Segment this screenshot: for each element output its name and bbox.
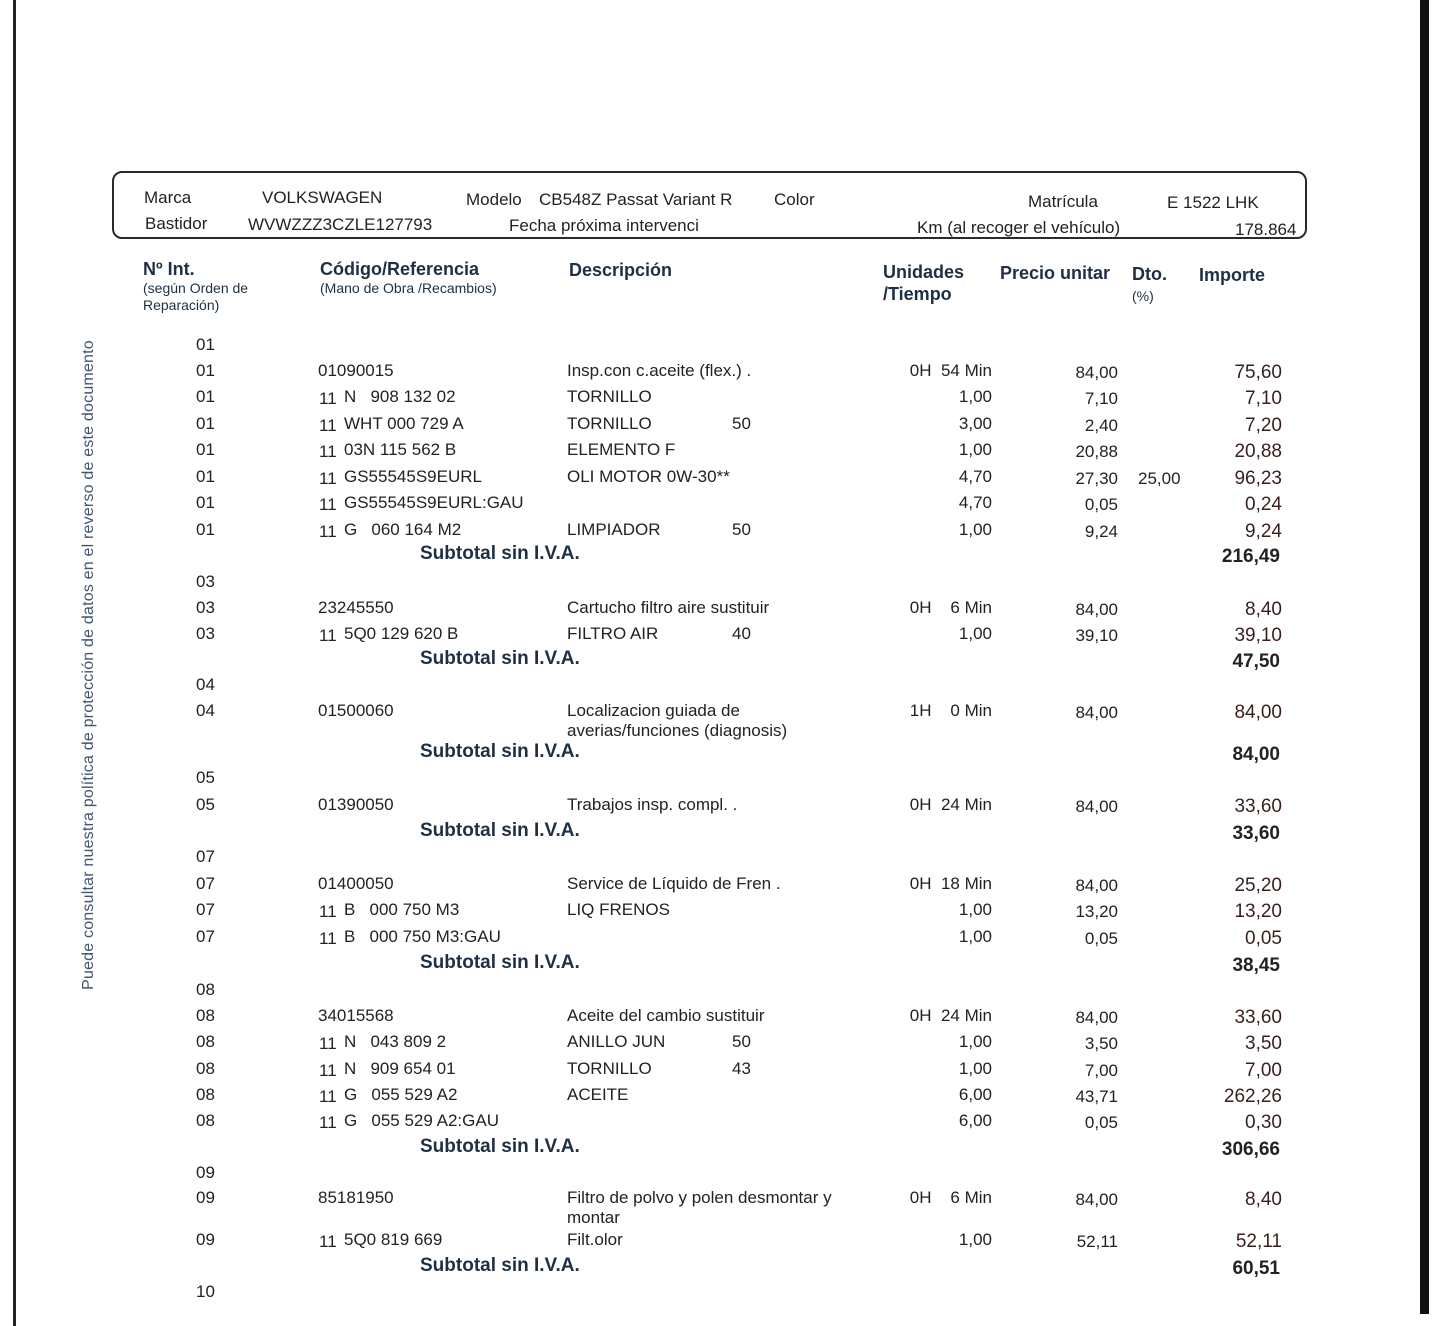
line-units: 1,00 <box>958 387 992 406</box>
line-code: G 060 164 M2 <box>344 520 462 539</box>
header-codigo: Código/Referencia (Mano de Obra /Recambios) <box>320 259 497 296</box>
code-prefix: 11 <box>319 929 337 948</box>
line-units: 1,00 <box>958 1059 992 1078</box>
line-importe: 0,30 <box>1245 1112 1282 1133</box>
line-importe: 96,23 <box>1234 468 1282 489</box>
line-description: LIMPIADOR <box>567 520 661 539</box>
line-description: Insp.con c.aceite (flex.) . <box>567 361 752 380</box>
subtotal-value: 306,66 <box>1221 1139 1280 1160</box>
code-prefix: 11 <box>319 416 337 435</box>
line-price: 27,30 <box>1075 469 1118 488</box>
line-price: 84,00 <box>1075 1008 1118 1027</box>
line-description: ELEMENTO F <box>567 440 676 459</box>
line-extra-qty: 50 <box>732 1032 751 1051</box>
matricula-label: Matrícula <box>1028 192 1098 211</box>
line-importe: 39,10 <box>1234 625 1282 646</box>
line-units: 6,00 <box>958 1085 992 1104</box>
line-code: 23245550 <box>318 598 394 617</box>
line-price: 20,88 <box>1075 442 1118 461</box>
marca-value: VOLKSWAGEN <box>262 188 383 207</box>
group-number: 04 <box>196 675 215 694</box>
line-importe: 7,10 <box>1245 388 1282 409</box>
marca-label: Marca <box>144 188 192 207</box>
line-importe: 33,60 <box>1234 1007 1282 1028</box>
group-number: 10 <box>196 1282 215 1301</box>
line-price: 84,00 <box>1075 600 1118 619</box>
line-units: 1,00 <box>958 624 992 643</box>
line-units: 1,00 <box>958 900 992 919</box>
line-price: 84,00 <box>1075 797 1118 816</box>
line-price: 7,00 <box>1084 1061 1118 1080</box>
line-units: 0H 54 Min <box>909 361 992 380</box>
line-units: 1,00 <box>958 927 992 946</box>
privacy-side-note: Puede consultar nuestra política de protección de datos en el reverso de este documento <box>80 340 97 990</box>
bastidor-value: WVWZZZ3CZLE127793 <box>248 215 433 234</box>
group-number: 05 <box>196 768 215 787</box>
line-number: 04 <box>196 701 215 720</box>
header-descripcion: Descripción <box>569 260 673 280</box>
line-code: 5Q0 129 620 B <box>344 624 459 643</box>
line-code: N 043 809 2 <box>344 1032 447 1051</box>
line-discount: 25,00 <box>1138 469 1181 488</box>
line-importe: 84,00 <box>1234 702 1282 723</box>
code-prefix: 11 <box>319 1087 337 1106</box>
line-price: 39,10 <box>1075 626 1118 645</box>
line-extra-qty: 50 <box>732 520 751 539</box>
scan-edge-right <box>1420 0 1429 1314</box>
line-number: 08 <box>196 1111 215 1130</box>
km-value: 178.864 <box>1235 220 1297 239</box>
subtotal-value: 216,49 <box>1221 546 1280 567</box>
line-code: 03N 115 562 B <box>344 440 457 459</box>
line-units: 4,70 <box>958 467 992 486</box>
line-description: Filt.olor <box>567 1230 623 1249</box>
line-number: 01 <box>196 520 215 539</box>
header-precio: Precio unitar <box>1000 263 1111 283</box>
group-number: 03 <box>196 572 215 591</box>
line-importe: 7,20 <box>1245 415 1282 436</box>
line-extra-qty: 40 <box>732 624 751 643</box>
color-label: Color <box>774 190 815 209</box>
code-prefix: 11 <box>319 1232 337 1251</box>
line-description: ANILLO JUN <box>567 1032 666 1051</box>
line-description: OLI MOTOR 0W-30** <box>567 467 730 486</box>
line-price: 52,11 <box>1076 1232 1118 1251</box>
matricula-value: E 1522 LHK <box>1167 193 1259 212</box>
line-importe: 13,20 <box>1234 901 1282 922</box>
line-extra-qty: 43 <box>732 1059 751 1078</box>
line-number: 01 <box>196 361 215 380</box>
line-code: B 000 750 M3:GAU <box>344 927 501 946</box>
code-prefix: 11 <box>319 442 337 461</box>
line-units: 1,00 <box>958 440 992 459</box>
line-code: B 000 750 M3 <box>344 900 460 919</box>
line-description: Service de Líquido de Fren . <box>567 874 781 893</box>
line-units: 0H 18 Min <box>909 874 992 893</box>
header-unidades: Unidades /Tiempo <box>883 262 965 304</box>
line-extra-qty: 50 <box>732 414 751 433</box>
line-units: 4,70 <box>958 493 992 512</box>
line-code: N 909 654 01 <box>344 1059 456 1078</box>
line-code: GS55545S9EURL <box>344 467 482 486</box>
line-units: 1H 0 Min <box>909 701 992 720</box>
line-description: LIQ FRENOS <box>567 900 670 919</box>
line-code: 01500060 <box>318 701 394 720</box>
line-number: 05 <box>196 795 215 814</box>
line-number: 09 <box>196 1230 215 1249</box>
subtotal-value: 33,60 <box>1232 823 1280 844</box>
line-description: Aceite del cambio sustituir <box>567 1006 765 1025</box>
line-price: 43,71 <box>1075 1087 1118 1106</box>
line-number: 08 <box>196 1006 215 1025</box>
code-prefix: 11 <box>319 389 337 408</box>
line-importe: 8,40 <box>1245 1189 1282 1210</box>
line-code: 5Q0 819 669 <box>344 1230 443 1249</box>
line-number: 07 <box>196 927 215 946</box>
line-description: Filtro de polvo y polen desmontar y montar <box>567 1188 832 1227</box>
code-prefix: 11 <box>319 1061 337 1080</box>
vehicle-info-box <box>112 171 1307 239</box>
subtotal-label: Subtotal sin I.V.A. <box>420 952 580 973</box>
line-importe: 0,24 <box>1245 494 1282 515</box>
subtotal-label: Subtotal sin I.V.A. <box>420 820 580 841</box>
line-number: 01 <box>196 440 215 459</box>
line-price: 0,05 <box>1084 495 1118 514</box>
line-units: 1,00 <box>958 520 992 539</box>
modelo-label: Modelo <box>466 190 522 209</box>
subtotal-label: Subtotal sin I.V.A. <box>420 648 580 669</box>
group-number: 09 <box>196 1163 215 1182</box>
group-number: 01 <box>196 335 215 354</box>
header-importe: Importe <box>1199 265 1266 285</box>
header-nint: Nº Int. (según Orden de Reparación) <box>143 259 249 313</box>
line-price: 7,10 <box>1084 389 1118 408</box>
line-price: 2,40 <box>1084 416 1118 435</box>
line-code: N 908 132 02 <box>344 387 456 406</box>
line-price: 9,24 <box>1084 522 1118 541</box>
line-units: 3,00 <box>958 414 992 433</box>
line-number: 01 <box>196 467 215 486</box>
line-units: 0H 24 Min <box>909 795 992 814</box>
code-prefix: 11 <box>319 469 337 488</box>
subtotal-value: 47,50 <box>1232 651 1280 672</box>
subtotal-label: Subtotal sin I.V.A. <box>420 741 580 762</box>
line-description: TORNILLO <box>567 414 652 433</box>
line-number: 01 <box>196 414 215 433</box>
code-prefix: 11 <box>319 1034 337 1053</box>
line-units: 1,00 <box>958 1032 992 1051</box>
line-price: 84,00 <box>1075 876 1118 895</box>
code-prefix: 11 <box>319 522 337 541</box>
line-units: 0H 6 Min <box>909 1188 992 1207</box>
header-dto: Dto. (%) <box>1132 264 1167 304</box>
subtotal-label: Subtotal sin I.V.A. <box>420 1136 580 1157</box>
line-code: G 055 529 A2 <box>344 1085 458 1104</box>
subtotal-label: Subtotal sin I.V.A. <box>420 543 580 564</box>
line-number: 01 <box>196 387 215 406</box>
line-price: 84,00 <box>1075 703 1118 722</box>
line-units: 0H 24 Min <box>909 1006 992 1025</box>
line-description: TORNILLO <box>567 1059 652 1078</box>
line-importe: 52,11 <box>1235 1231 1282 1252</box>
line-importe: 75,60 <box>1234 362 1282 383</box>
line-description: FILTRO AIR <box>567 624 659 643</box>
line-description: Cartucho filtro aire sustituir <box>567 598 770 617</box>
line-price: 84,00 <box>1075 363 1118 382</box>
line-importe: 20,88 <box>1234 441 1282 462</box>
code-prefix: 11 <box>319 626 337 645</box>
line-code: 34015568 <box>318 1006 394 1025</box>
line-code: 85181950 <box>318 1188 394 1207</box>
group-number: 07 <box>196 847 215 866</box>
line-price: 13,20 <box>1075 902 1118 921</box>
line-importe: 8,40 <box>1245 599 1282 620</box>
group-number: 08 <box>196 980 215 999</box>
line-importe: 262,26 <box>1223 1086 1282 1107</box>
line-importe: 7,00 <box>1245 1060 1282 1081</box>
modelo-value: CB548Z Passat Variant R <box>539 190 733 209</box>
line-importe: 33,60 <box>1234 796 1282 817</box>
line-number: 08 <box>196 1085 215 1104</box>
line-code: GS55545S9EURL:GAU <box>344 493 524 512</box>
code-prefix: 11 <box>319 495 337 514</box>
line-importe: 0,05 <box>1245 928 1282 949</box>
line-price: 0,05 <box>1084 929 1118 948</box>
line-code: 01390050 <box>318 795 394 814</box>
line-importe: 9,24 <box>1245 521 1282 542</box>
line-code: WHT 000 729 A <box>344 414 464 433</box>
line-number: 03 <box>196 624 215 643</box>
line-code: 01090015 <box>318 361 394 380</box>
subtotal-value: 38,45 <box>1232 955 1280 976</box>
km-label: Km (al recoger el vehículo) <box>917 218 1121 237</box>
line-price: 84,00 <box>1075 1190 1118 1209</box>
code-prefix: 11 <box>319 902 337 921</box>
line-number: 07 <box>196 900 215 919</box>
line-importe: 25,20 <box>1234 875 1282 896</box>
line-description: Trabajos insp. compl. . <box>567 795 738 814</box>
line-number: 08 <box>196 1032 215 1051</box>
line-importe: 3,50 <box>1245 1033 1282 1054</box>
fecha-label: Fecha próxima intervenci <box>509 216 699 235</box>
line-code: G 055 529 A2:GAU <box>344 1111 499 1130</box>
scan-edge-left <box>13 0 16 1326</box>
subtotal-value: 60,51 <box>1232 1258 1280 1279</box>
bastidor-label: Bastidor <box>145 214 208 233</box>
subtotal-label: Subtotal sin I.V.A. <box>420 1255 580 1276</box>
code-prefix: 11 <box>319 1113 337 1132</box>
line-price: 0,05 <box>1084 1113 1118 1132</box>
line-number: 08 <box>196 1059 215 1078</box>
line-description: ACEITE <box>567 1085 629 1104</box>
line-units: 0H 6 Min <box>909 598 992 617</box>
subtotal-value: 84,00 <box>1232 744 1280 765</box>
line-number: 07 <box>196 874 215 893</box>
line-number: 03 <box>196 598 215 617</box>
line-units: 1,00 <box>958 1230 992 1249</box>
line-number: 01 <box>196 493 215 512</box>
line-code: 01400050 <box>318 874 394 893</box>
line-description: Localizacion guiada de averias/funciones (diagnosis) <box>567 701 788 740</box>
line-number: 09 <box>196 1188 215 1207</box>
line-description: TORNILLO <box>567 387 652 406</box>
line-price: 3,50 <box>1084 1034 1118 1053</box>
line-units: 6,00 <box>958 1111 992 1130</box>
